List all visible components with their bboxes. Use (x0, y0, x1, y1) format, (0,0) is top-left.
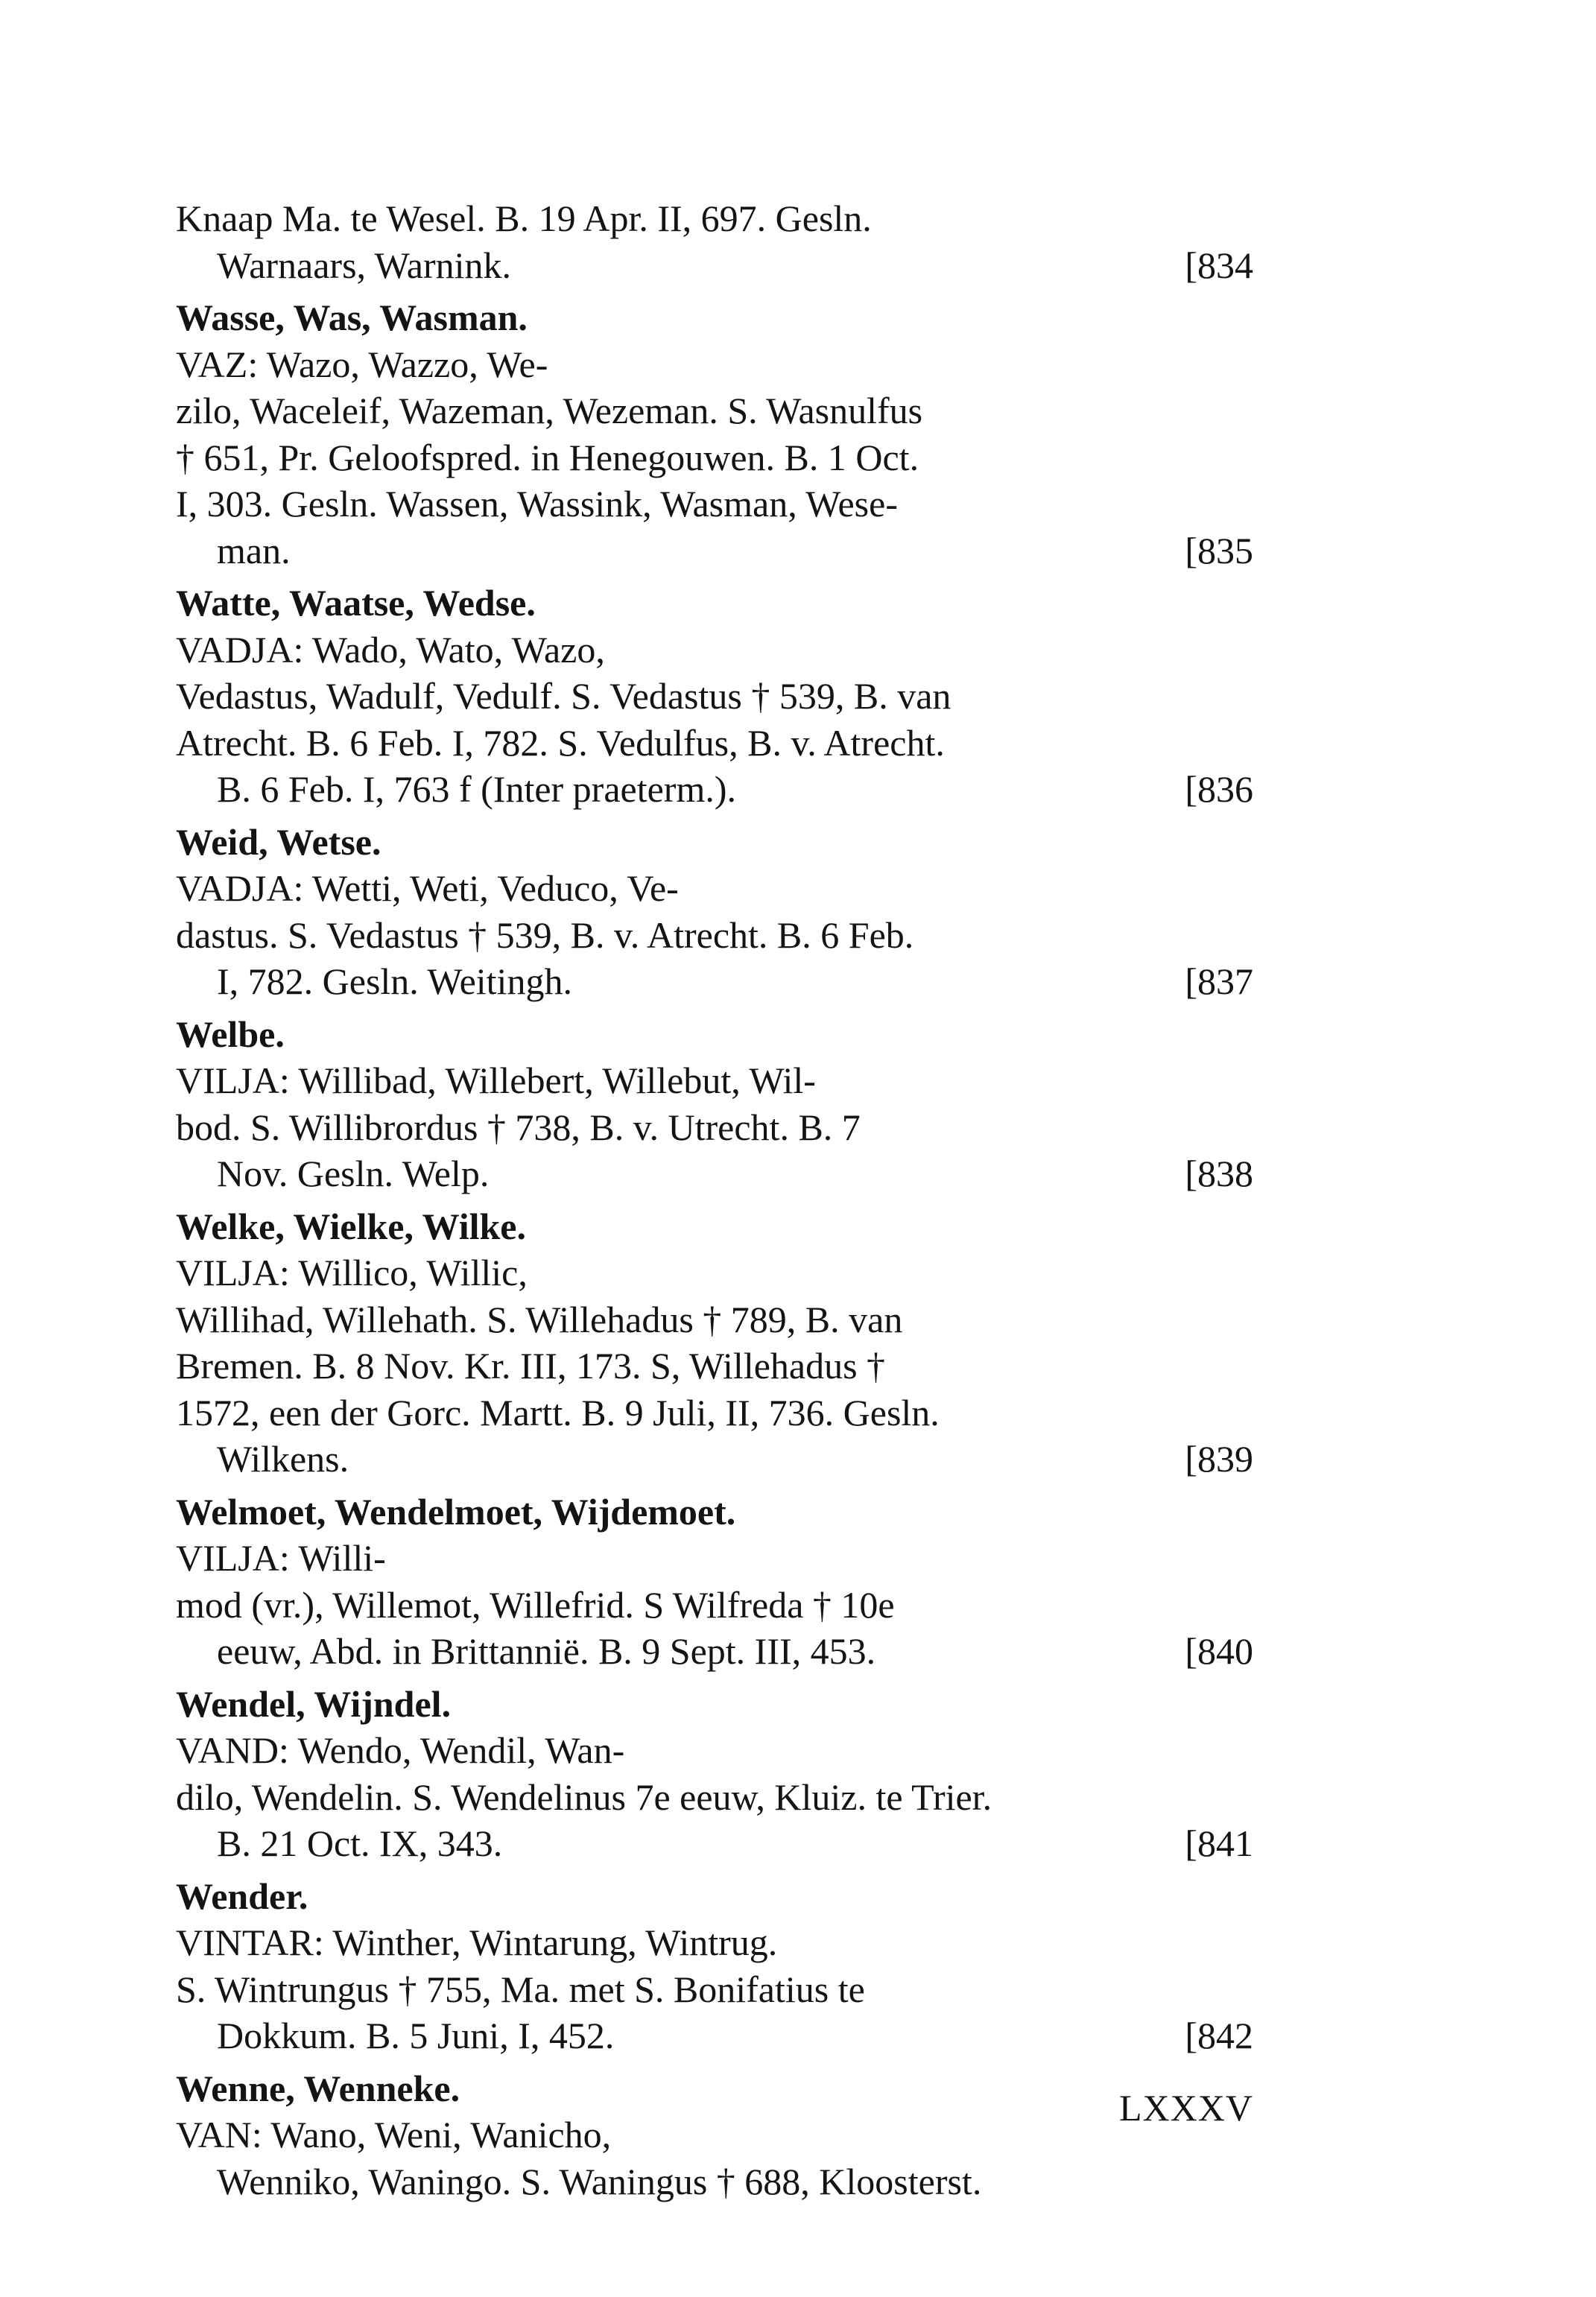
entry-line: Wenniko, Waningo. S. Waningus † 688, Kloosterst. (217, 2160, 982, 2202)
entry-line: VAN: Wano, Weni, Wanicho, (176, 2114, 612, 2155)
entry-headword: Welke, Wielke, Wilke. (176, 1205, 526, 1247)
entry-line: VILJA: Willibad, Willebert, Willebut, Wil- (176, 1059, 816, 1101)
entry-line: B. 6 Feb. I, 763 f (Inter praeterm.). (217, 768, 736, 810)
entry-line: Wilkens. (217, 1438, 349, 1480)
entry-line: VADJA: Wado, Wato, Wazo, (176, 628, 605, 671)
entry-836 (176, 580, 1253, 813)
entry-line: man. (217, 529, 291, 571)
entry-line: VADJA: Wetti, Weti, Veduco, Ve- (176, 867, 679, 909)
entry-headword: Wasse, Was, Wasman. (176, 297, 528, 338)
entry-837 (176, 819, 1253, 1005)
entry-number: [842 (1185, 2015, 1253, 2056)
entry-line: eeuw, Abd. in Brittannië. B. 9 Sept. III, 453. (217, 1630, 876, 1672)
entry-number: [838 (1185, 1153, 1253, 1194)
entry-line: Nov. Gesln. Welp. (217, 1153, 490, 1194)
entry-number: [835 (1185, 529, 1253, 571)
entry-line: Dokkum. B. 5 Juni, I, 452. (217, 2015, 615, 2056)
entry-838 (176, 1011, 1253, 1197)
entry-line: dastus. S. Vedastus † 539, B. v. Atrecht. B. 6 Feb. (176, 913, 914, 956)
entry-line: 1572, een der Gorc. Martt. B. 9 Juli, II, 736. Gesln. (176, 1391, 940, 1433)
dictionary-page (176, 195, 1253, 2211)
entry-line: Vedastus, Wadulf, Vedulf. S. Vedastus † 539, B. van (176, 675, 951, 717)
entry-line: VAND: Wendo, Wendil, Wan- (176, 1729, 625, 1771)
entry-line: VILJA: Willico, Willic, (176, 1252, 528, 1293)
entry-number: [834 (1185, 244, 1253, 286)
entry-headword: Wenne, Wenneke. (176, 2067, 460, 2109)
entry-line: I, 303. Gesln. Wassen, Wassink, Wasman, Wese- (176, 483, 898, 525)
entry-841 (176, 1681, 1253, 1867)
entry-headword: Welmoet, Wendelmoet, Wijdemoet. (176, 1490, 736, 1533)
entry-line: S. Wintrungus † 755, Ma. met S. Bonifatius te (176, 1968, 865, 2010)
entry-number: [840 (1185, 1630, 1253, 1672)
entry-835 (176, 294, 1253, 574)
entry-834 (176, 195, 1253, 288)
entry-number: [839 (1185, 1438, 1253, 1480)
entry-headword: Weid, Wetse. (176, 820, 381, 863)
entry-line: dilo, Wendelin. S. Wendelinus 7e eeuw, Kluiz. te Trier. (176, 1775, 992, 1818)
entry-line: mod (vr.), Willemot, Willefrid. S Wilfreda † 10e (176, 1583, 895, 1626)
entry-line: B. 21 Oct. IX, 343. (217, 1822, 503, 1864)
entry-headword: Welbe. (176, 1013, 285, 1055)
entry-number: [837 (1185, 960, 1253, 1002)
entry-number: [841 (1185, 1822, 1253, 1864)
entry-line: Atrecht. B. 6 Feb. I, 782. S. Vedulfus, B. v. Atrecht. (176, 721, 945, 764)
entry-line: Willihad, Willehath. S. Willehadus † 789, B. van (176, 1298, 903, 1340)
entry-headword: Watte, Waatse, Wedse. (176, 582, 536, 624)
page-folio-number: LXXXV (1119, 2087, 1253, 2129)
entry-839 (176, 1203, 1253, 1483)
entry-line: VILJA: Willi- (176, 1537, 386, 1579)
entry-line: Knaap Ma. te Wesel. B. 19 Apr. II, 697. Gesln. (176, 197, 872, 239)
entry-headword: Wender. (176, 1875, 308, 1917)
entry-line: VINTAR: Winther, Wintarung, Wintrug. (176, 1921, 778, 1963)
entry-840 (176, 1489, 1253, 1675)
entry-headword: Wendel, Wijndel. (176, 1682, 452, 1725)
entry-line: Warnaars, Warnink. (217, 244, 512, 286)
entry-line: bod. S. Willibrordus † 738, B. v. Utrecht. B. 7 (176, 1106, 861, 1148)
entry-842 (176, 1873, 1253, 2059)
entry-line: zilo, Waceleif, Wazeman, Wezeman. S. Wasnulfus (176, 390, 923, 431)
entry-line: VAZ: Wazo, Wazzo, We- (176, 343, 548, 385)
entry-number: [836 (1185, 768, 1253, 810)
entry-line: Bremen. B. 8 Nov. Kr. III, 173. S, Willehadus † (176, 1345, 886, 1387)
entry-line: I, 782. Gesln. Weitingh. (217, 960, 572, 1002)
entry-line: † 651, Pr. Geloofspred. in Henegouwen. B. 1 Oct. (176, 436, 919, 478)
